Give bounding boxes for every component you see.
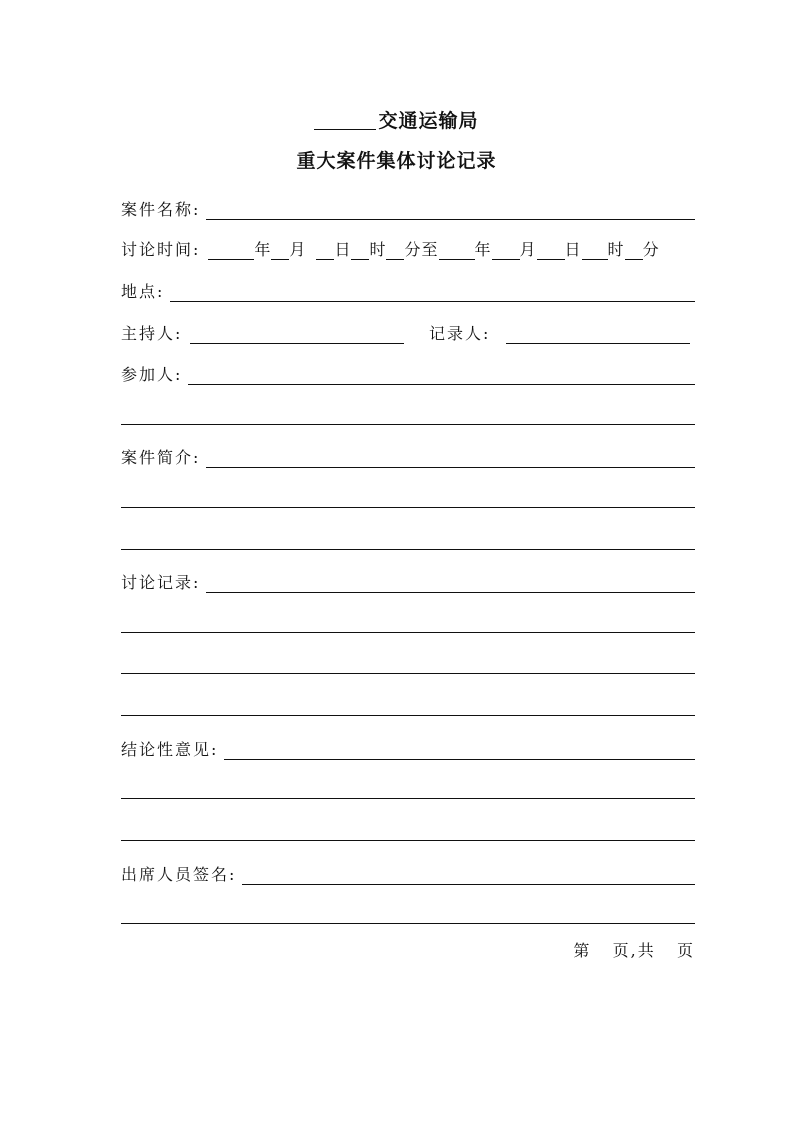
page-title: 重大案件集体讨论记录 — [296, 150, 497, 172]
end-year-field[interactable] — [439, 241, 475, 260]
case-name-field[interactable] — [206, 201, 695, 220]
end-hour-field[interactable] — [582, 241, 608, 260]
discussion-record-line[interactable] — [121, 673, 695, 674]
start-month-field[interactable] — [271, 241, 289, 260]
host-label: 主持人: — [121, 324, 183, 343]
host-field[interactable] — [190, 325, 404, 344]
hour-unit: 时 — [369, 240, 387, 259]
discussion-record-line[interactable] — [121, 632, 695, 633]
minute-unit: 分 — [404, 240, 422, 259]
discussion-record-label: 讨论记录: — [121, 573, 201, 592]
discussion-record-field[interactable] — [206, 574, 695, 593]
conclusion-label: 结论性意见: — [121, 740, 219, 759]
case-summary-row — [121, 444, 695, 468]
participants-label: 参加人: — [121, 365, 183, 384]
location-row — [121, 278, 695, 302]
signature-label: 出席人员签名: — [121, 865, 237, 884]
participants-extra-line[interactable] — [121, 424, 695, 425]
conclusion-field[interactable] — [224, 741, 695, 760]
total-label: 共 — [637, 941, 656, 960]
agency-title: 交通运输局 — [0, 106, 793, 133]
case-summary-line[interactable] — [121, 507, 695, 508]
discussion-time-label: 讨论时间: — [121, 240, 201, 259]
minute-unit: 分 — [642, 240, 660, 259]
start-day-field[interactable] — [316, 241, 334, 260]
signature-line[interactable] — [121, 923, 695, 924]
conclusion-line[interactable] — [121, 798, 695, 799]
host-recorder-row — [121, 320, 695, 344]
page-number — [573, 938, 695, 961]
page-label: 第 — [573, 941, 592, 960]
conclusion-line[interactable] — [121, 840, 695, 841]
month-unit: 月 — [519, 240, 537, 259]
conclusion-row — [121, 736, 695, 760]
end-day-field[interactable] — [537, 241, 565, 260]
participants-field[interactable] — [188, 366, 695, 385]
participants-row — [121, 361, 695, 385]
location-label: 地点: — [121, 282, 165, 301]
case-summary-line[interactable] — [121, 549, 695, 550]
location-field[interactable] — [170, 283, 695, 302]
host-group — [121, 321, 404, 344]
case-summary-label: 案件简介: — [121, 448, 201, 467]
day-unit: 日 — [564, 240, 582, 259]
start-hour-field[interactable] — [351, 241, 369, 260]
total-unit: 页 — [676, 941, 695, 960]
start-minute-field[interactable] — [386, 241, 404, 260]
hour-unit: 时 — [607, 240, 625, 259]
signature-field[interactable] — [242, 866, 695, 885]
case-name-label: 案件名称: — [121, 200, 201, 219]
month-unit: 月 — [289, 240, 307, 259]
end-month-field[interactable] — [492, 241, 520, 260]
day-unit: 日 — [334, 240, 352, 259]
recorder-group — [429, 321, 690, 344]
year-unit: 年 — [254, 240, 272, 259]
recorder-label: 记录人: — [429, 324, 491, 343]
page-unit: 页, — [612, 941, 638, 960]
discussion-record-line[interactable] — [121, 715, 695, 716]
case-name-row — [121, 196, 695, 220]
start-year-field[interactable] — [208, 241, 254, 260]
to-connector: 至 — [421, 240, 439, 259]
end-minute-field[interactable] — [625, 241, 643, 260]
signature-row — [121, 861, 695, 885]
discussion-time-row — [121, 236, 660, 260]
agency-name-blank[interactable] — [314, 111, 376, 130]
discussion-record-row — [121, 569, 695, 593]
case-summary-field[interactable] — [206, 449, 695, 468]
year-unit: 年 — [474, 240, 492, 259]
recorder-field[interactable] — [506, 325, 690, 344]
